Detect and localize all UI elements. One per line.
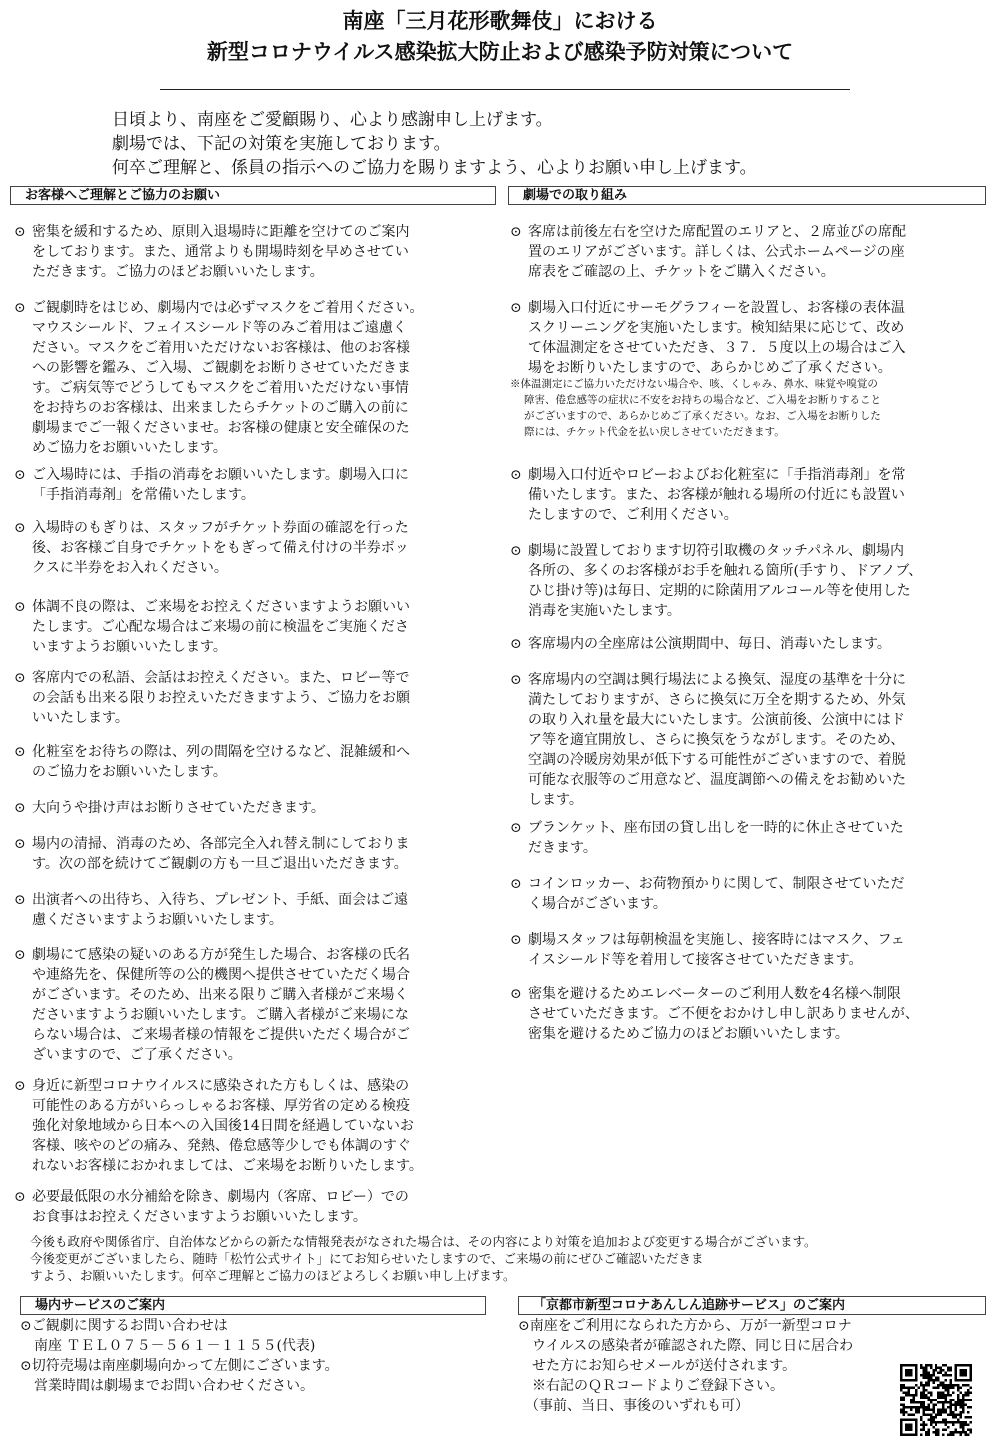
bullet-icon: ⊙ xyxy=(510,820,522,836)
notice-item xyxy=(14,742,484,782)
bullet-icon: ⊙ xyxy=(14,892,26,908)
bullet-icon: ⊙ xyxy=(510,300,522,316)
notice-item-text xyxy=(32,945,484,1065)
tracking-line: （事前、当日、事後のいずれも可） xyxy=(518,1398,749,1414)
notice-item-text xyxy=(528,874,980,914)
temperature-note xyxy=(510,376,980,440)
notice-line: く場合がございます。 xyxy=(528,896,667,912)
notice-line: 劇場に設置しております切符引取機のタッチパネル、劇場内 xyxy=(528,543,905,559)
intro-line: 劇場では、下記の対策を実施しております。 xyxy=(112,134,451,154)
notice-item-text xyxy=(32,798,484,818)
notice-item-text xyxy=(528,541,980,621)
notice-line: 出演者への出待ち、入待ち、プレゼント、手紙、面会はご遠 xyxy=(32,892,409,908)
notice-item-text xyxy=(32,668,484,728)
notice-line: ア等を適宜開放し、さらに換気をうながします。そのため、 xyxy=(528,732,905,748)
bullet-icon: ⊙ xyxy=(14,947,26,963)
left-section-heading: お客様へご理解とご協力のお願い xyxy=(10,186,496,205)
notice-item xyxy=(14,798,484,818)
notice-line: 密集を避けるためご協力のほどお願いいたします。 xyxy=(528,1026,849,1042)
notice-line: させていただきます。ご不便をおかけし申し訳ありませんが、 xyxy=(528,1006,919,1022)
notice-item xyxy=(510,222,980,282)
bullet-icon: ⊙ xyxy=(14,744,26,760)
bullet-icon: ⊙ xyxy=(510,224,522,240)
footer-notice xyxy=(30,1233,980,1284)
notice-line: 入場時のもぎりは、スタッフがチケット券面の確認を行った xyxy=(32,520,409,536)
notice-item xyxy=(510,634,980,654)
footer-line: すよう、お願いいたします。何卒ご理解とご協力のほどよろしくお願い申し上げます。 xyxy=(30,1268,516,1283)
notice-line: のご協力をお願いいたします。 xyxy=(32,764,227,780)
notice-line: 置のエリアがございます。詳しくは、公式ホームページの座 xyxy=(528,244,905,260)
notice-line: 客様、咳やのどの痛み、発熱、倦怠感等少しでも体調のすぐ xyxy=(32,1138,411,1154)
notice-item-text xyxy=(528,222,980,282)
notice-item xyxy=(510,298,980,378)
notice-item-text xyxy=(32,222,484,282)
notice-line: がございます。そのため、出来る限りご購入者様がご来場く xyxy=(32,987,409,1003)
notice-line: への影響を鑑み、ご入場、ご観劇をお断りさせていただきま xyxy=(32,360,411,376)
notice-line: 場内の清掃、消毒のため、各部完全入れ替え制にしておりま xyxy=(32,836,410,852)
notice-line: ざいますので、ご了承ください。 xyxy=(32,1047,242,1063)
tracking-line: せた方にお知らせメールが送付されます。 xyxy=(518,1358,797,1374)
notice-line: 場をお断りいたしますので、あらかじめご了承ください。 xyxy=(528,360,892,376)
notice-item xyxy=(14,890,484,930)
notice-line: 可能な衣服等のご用意など、温度調節への備えをお勧めいた xyxy=(528,772,906,788)
notice-line: をお持ちのお客様は、出来ましたらチケットのご購入の前に xyxy=(32,400,409,416)
notice-item xyxy=(14,1187,484,1227)
notice-line: マウスシールド、フェイスシールド等のみご着用はご遠慮く xyxy=(32,320,407,336)
notice-line: ただきます。ご協力のほどお願いいたします。 xyxy=(32,264,324,280)
notice-line: スクリーニングを実施いたします。検知結果に応じて、改め xyxy=(528,320,905,336)
notice-line: 各所の、多くのお客様がお手を触れる箇所(手すり、ドアノブ、 xyxy=(528,563,923,579)
notice-line: イスシールド等を着用して接客させていただきます。 xyxy=(528,952,863,968)
notice-line: めご協力をお願いいたします。 xyxy=(32,440,227,456)
notice-line: 可能性のある方がいらっしゃるお客様、厚労省の定める検疫 xyxy=(32,1098,410,1114)
bullet-icon: ⊙ xyxy=(14,300,26,316)
bullet-icon: ⊙ xyxy=(14,1189,26,1205)
venue-service-heading: 場内サービスのご案内 xyxy=(20,1296,486,1315)
bullet-icon: ⊙ xyxy=(510,932,522,948)
notice-line: をしております。また、通常よりも開場時刻を早めさせてい xyxy=(32,244,409,260)
bullet-icon: ⊙ xyxy=(510,467,522,483)
notice-item-text xyxy=(32,298,484,458)
notice-line: 客席場内の空調は興行場法による換気、湿度の基準を十分に xyxy=(528,672,906,688)
bullet-icon: ⊙ xyxy=(14,224,26,240)
title-line-2: 新型コロナウイルス感染拡大防止および感染予防対策について xyxy=(206,40,794,64)
notice-item xyxy=(510,818,980,858)
note-line: がございますので、あらかじめご了承ください。なお、ご入場をお断りした xyxy=(524,410,881,422)
notice-line: だきます。 xyxy=(528,840,597,856)
notice-item xyxy=(14,298,484,458)
notice-line: 必要最低限の水分補給を除き、劇場内（客席、ロビー）での xyxy=(32,1189,409,1205)
notice-item-text xyxy=(32,1076,484,1176)
note-line: ※体温測定にご協力いただけない場合や、咳、くしゃみ、鼻水、味覚や嗅覚の xyxy=(510,378,878,390)
venue-service-line: 営業時間は劇場までお問い合わせください。 xyxy=(20,1378,314,1394)
notice-line: ブランケット、座布団の貸し出しを一時的に休止させていた xyxy=(528,820,904,836)
bullet-icon: ⊙ xyxy=(14,670,26,686)
notice-line: 客席場内の全座席は公演期間中、毎日、消毒いたします。 xyxy=(528,636,891,652)
notice-line: の取り入れ量を最大にいたします。公演前後、公演中にはド xyxy=(528,712,905,728)
notice-item xyxy=(510,670,980,810)
notice-line: クスに半券をお入れください。 xyxy=(32,560,228,576)
notice-line: 慮くださいますようお願いいたします。 xyxy=(32,912,283,928)
notice-line: 消毒を実施いたします。 xyxy=(528,603,681,619)
notice-item-text xyxy=(528,818,980,858)
notice-line: お食事はお控えくださいますようお願いいたします。 xyxy=(32,1209,367,1225)
notice-line: ださいますようお願いいたします。ご購入者様がご来場にな xyxy=(32,1007,409,1023)
notice-line: す。ご病気等でどうしてもマスクをご着用いただけない事情 xyxy=(32,380,409,396)
notice-line: いますようお願いいたします。 xyxy=(32,639,227,655)
notice-item xyxy=(510,541,980,621)
notice-line: 密集を避けるためエレベーターのご利用人数を4名様へ制限 xyxy=(528,986,901,1002)
intro-line: 日頃より、南座をご愛顧賜り、心より感謝申し上げます。 xyxy=(112,110,553,130)
footer-line: 今後も政府や関係省庁、自治体などからの新たな情報発表がなされた場合は、その内容により対策を追加および変更する場合がございます。 xyxy=(30,1234,817,1249)
notice-line: たしますので、ご利用ください。 xyxy=(528,507,738,523)
notice-line: 劇場スタッフは毎朝検温を実施し、接客時にはマスク、フェ xyxy=(528,932,905,948)
notice-line: や連絡先を、保健所等の公的機関へ提供させていただく場合 xyxy=(32,967,410,983)
note-line: 障害、倦怠感等の症状に不安をお持ちの場合など、ご入場をお断りすること xyxy=(524,394,881,406)
bullet-icon: ⊙ xyxy=(14,520,26,536)
notice-line: 「手指消毒剤」を常備いたします。 xyxy=(32,487,255,503)
notice-line: たします。ご心配な場合はご来場の前に検温をご実施くださ xyxy=(32,619,409,635)
tracking-line: ⊙南座をご利用になられた方から、万が一新型コロナ xyxy=(518,1318,852,1334)
notice-line: 強化対象地域から日本への入国後14日間を経過していないお xyxy=(32,1118,414,1134)
right-section-heading: 劇場での取り組み xyxy=(508,186,986,205)
notice-line: 体調不良の際は、ご来場をお控えくださいますようお願いい xyxy=(32,599,410,615)
notice-item-text xyxy=(32,890,484,930)
bullet-icon: ⊙ xyxy=(510,672,522,688)
qr-code[interactable] xyxy=(900,1364,972,1436)
bullet-icon: ⊙ xyxy=(14,836,26,852)
notice-item xyxy=(14,222,484,282)
bullet-icon: ⊙ xyxy=(14,1078,26,1094)
notice-line: らない場合は、ご来場者様の情報をご提供いただく場合がご xyxy=(32,1027,410,1043)
notice-line: ださい。マスクをご着用いただけないお客様は、他のお客様 xyxy=(32,340,410,356)
notice-item-text xyxy=(528,465,980,525)
notice-line: ご観劇時をはじめ、劇場内では必ずマスクをご着用ください。 xyxy=(32,300,424,316)
notice-item-text xyxy=(32,518,484,578)
tracking-line: ※右記のＱＲコードよりご登録下さい。 xyxy=(518,1378,784,1394)
notice-line: コインロッカー、お荷物預かりに関して、制限させていただ xyxy=(528,876,905,892)
notice-item-text xyxy=(528,634,980,654)
notice-line: 身近に新型コロナウイルスに感染された方もしくは、感染の xyxy=(32,1078,410,1094)
notice-line: て体温測定をさせていただき、３７．５度以上の場合はご入 xyxy=(528,340,906,356)
notice-line: 化粧室をお待ちの際は、列の間隔を空けるなど、混雑緩和へ xyxy=(32,744,410,760)
venue-service-line: ⊙ご観劇に関するお問い合わせは xyxy=(20,1318,228,1334)
notice-line: 大向うや掛け声はお断りさせていただきます。 xyxy=(32,800,325,816)
intro-paragraph xyxy=(112,108,992,180)
notice-line: 備いたします。また、お客様が触れる場所の付近にも設置い xyxy=(528,487,905,503)
title-divider xyxy=(160,89,850,90)
bullet-icon: ⊙ xyxy=(14,599,26,615)
notice-line: す。次の部を続けてご観劇の方も一旦ご退出いただきます。 xyxy=(32,856,408,872)
notice-item-text xyxy=(32,742,484,782)
tracking-line: ウイルスの感染者が確認された際、同じ日に居合わ xyxy=(518,1338,854,1354)
notice-line: 客席は前後左右を空けた席配置のエリアと、２席並びの席配 xyxy=(528,224,906,240)
title-line-1: 南座「三月花形歌舞伎」における xyxy=(342,9,658,33)
notice-item-text xyxy=(528,298,980,378)
notice-item xyxy=(14,668,484,728)
bullet-icon: ⊙ xyxy=(14,467,26,483)
notice-line: れないお客様におかれましては、ご来場をお断りいたします。 xyxy=(32,1158,423,1174)
notice-item xyxy=(510,465,980,525)
notice-item-text xyxy=(528,984,980,1044)
notice-item xyxy=(14,1076,484,1176)
notice-item xyxy=(14,834,484,874)
bullet-icon: ⊙ xyxy=(510,543,522,559)
notice-line: いいたします。 xyxy=(32,710,129,726)
notice-line: 空調の冷暖房効果が低下する可能性がございますので、着脱 xyxy=(528,752,906,768)
tracking-service-heading: 「京都市新型コロナあんしん追跡サービス」のご案内 xyxy=(518,1296,986,1315)
venue-service-body xyxy=(20,1316,490,1396)
notice-line: 客席内での私語、会話はお控えください。また、ロビー等で xyxy=(32,670,410,686)
notice-line: 満たしておりますが、さらに換気に万全を期するため、外気 xyxy=(528,692,906,708)
notice-line: 劇場入口付近やロビーおよびお化粧室に「手指消毒剤」を常 xyxy=(528,467,906,483)
notice-item xyxy=(510,984,980,1044)
notice-line: の会話も出来る限りお控えいただきますよう、ご協力をお願 xyxy=(32,690,410,706)
bullet-icon: ⊙ xyxy=(510,636,522,652)
notice-item-text xyxy=(32,465,484,505)
notice-line: 劇場にて感染の疑いのある方が発生した場合、お客様の氏名 xyxy=(32,947,410,963)
notice-line: ひじ掛け等)は毎日、定期的に除菌用アルコール等を使用した xyxy=(528,583,911,599)
notice-item xyxy=(14,518,484,578)
notice-line: ご入場時には、手指の消毒をお願いいたします。劇場入口に xyxy=(32,467,409,483)
notice-item xyxy=(14,945,484,1065)
notice-item xyxy=(510,874,980,914)
notice-line: 席表をご確認の上、チケットをご購入ください。 xyxy=(528,264,835,280)
notice-item-text xyxy=(528,930,980,970)
bullet-icon: ⊙ xyxy=(510,986,522,1002)
note-line: 際には、チケット代金を払い戻しさせていただきます。 xyxy=(524,426,785,438)
notice-item-text xyxy=(528,670,980,810)
tracking-service-body xyxy=(518,1316,898,1416)
venue-service-line: ⊙切符売場は南座劇場向かって左側にございます。 xyxy=(20,1358,339,1374)
venue-service-line: 南座 ＴＥＬ０７５－５６１－１１５５(代表) xyxy=(20,1338,316,1354)
notice-item xyxy=(14,597,484,657)
bullet-icon: ⊙ xyxy=(14,800,26,816)
notice-item xyxy=(14,465,484,505)
document-title xyxy=(0,6,1000,68)
notice-line: 劇場までご一報くださいませ。お客様の健康と安全確保のた xyxy=(32,420,410,436)
notice-line: 後、お客様ご自身でチケットをもぎって備え付けの半券ボッ xyxy=(32,540,409,556)
footer-line: 今後変更がございましたら、随時「松竹公式サイト」にてお知らせいたしますので、ご来場の前にぜひご確認いただきま xyxy=(30,1251,704,1266)
notice-item-text xyxy=(32,834,484,874)
notice-line: します。 xyxy=(528,792,583,808)
notice-item xyxy=(510,930,980,970)
notice-item-text xyxy=(32,597,484,657)
notice-line: 劇場入口付近にサーモグラフィーを設置し、お客様の表体温 xyxy=(528,300,905,316)
bullet-icon: ⊙ xyxy=(510,876,522,892)
intro-line: 何卒ご理解と、係員の指示へのご協力を賜りますよう、心よりお願い申し上げます。 xyxy=(112,158,757,178)
notice-line: 密集を緩和するため、原則入退場時に距離を空けてのご案内 xyxy=(32,224,410,240)
notice-item-text xyxy=(32,1187,484,1227)
